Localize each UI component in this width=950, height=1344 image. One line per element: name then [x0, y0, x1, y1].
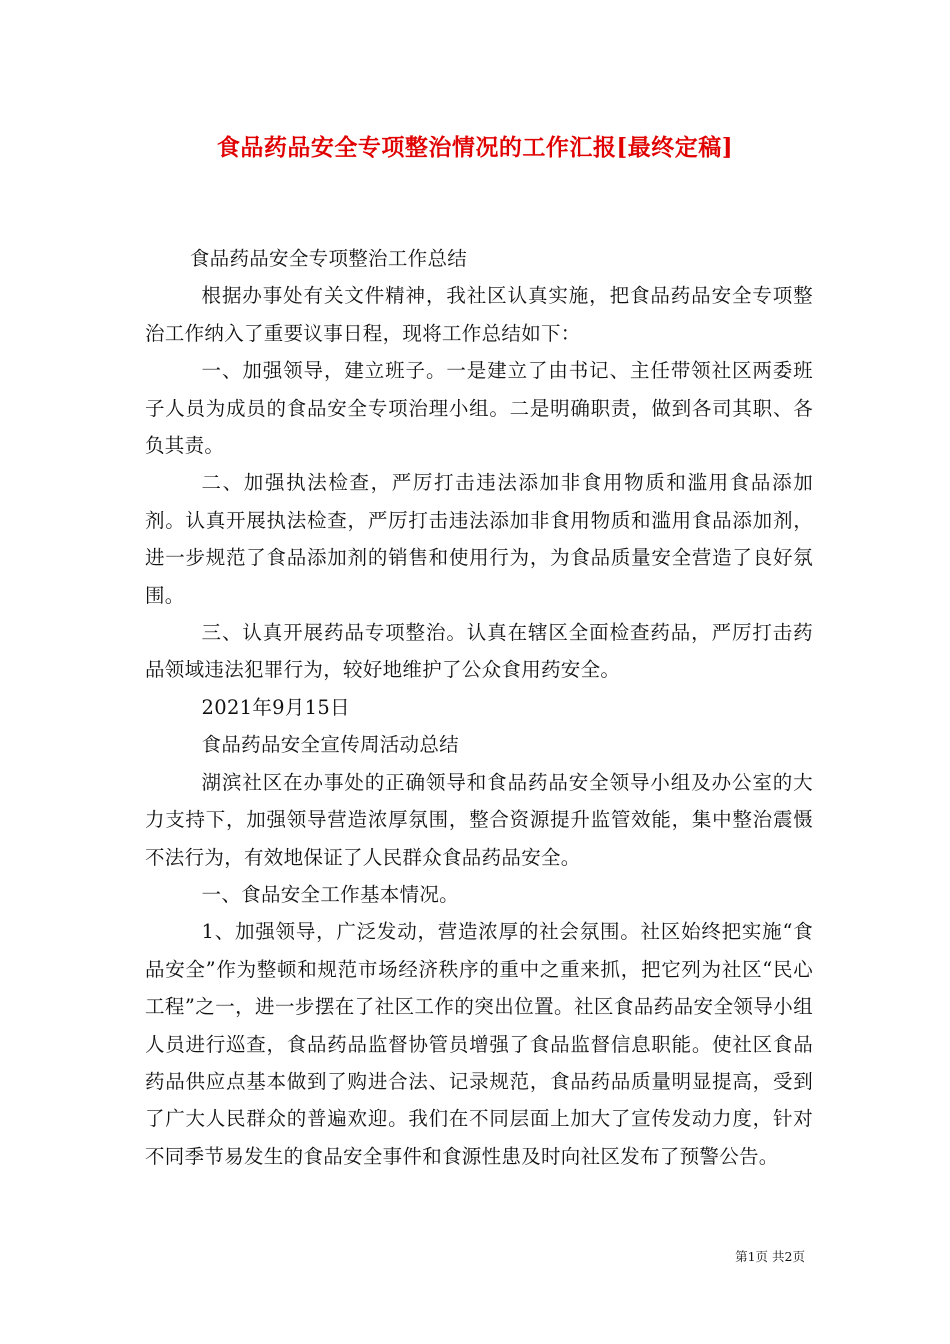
date-line: 2021年9月15日 — [201, 695, 350, 719]
section-heading: 食品药品安全专项整治工作总结 — [189, 247, 468, 270]
page-number-footer: 第1页 共2页 — [735, 1249, 805, 1264]
paragraph: 二、加强执法检查，严厉打击违法添加非食用物质和滥用食品添加剂。认真开展执法检查，严厉打击违法添加非食用物质和滥用食品添加剂，进一步规范了食品添加剂的销售和使用行为，为食品质量安全营造了良好氛围。 — [145, 471, 813, 607]
paragraph: 湖滨社区在办事处的正确领导和食品药品安全领导小组及办公室的大力支持下，加强领导营造浓厚氛围，整合资源提升监管效能，集中整治震慑不法行为，有效地保证了人民群众食品药品安全。 — [145, 770, 813, 869]
paragraph: 一、食品安全工作基本情况。 — [201, 882, 459, 906]
paragraph: 三、认真开展药品专项整治。认真在辖区全面检查药品，严厉打击药品领域违法犯罪行为，较好地维护了公众食用药安全。 — [145, 621, 813, 682]
paragraph: 根据办事处有关文件精神，我社区认真实施，把食品药品安全专项整治工作纳入了重要议事日程，现将工作总结如下： — [145, 284, 813, 345]
paragraph: 一、加强领导，建立班子。一是建立了由书记、主任带领社区两委班子人员为成员的食品安全专项治理小组。二是明确职责，做到各司其职、各负其责。 — [145, 359, 813, 458]
document-title: 食品药品安全专项整治情况的工作汇报[最终定稿] — [216, 134, 734, 161]
document-body — [145, 240, 813, 1175]
section-heading: 食品药品安全宣传周活动总结 — [201, 733, 459, 757]
paragraph: 1、加强领导，广泛发动，营造浓厚的社会氛围。社区始终把实施“食品安全”作为整顿和规范市场经济秩序的重中之重来抓，把它列为社区“民心工程”之一，进一步摆在了社区工作的突出位置。社区食品药品安全领导小组人员进行巡查，食品药品监督协管员增强了食品监督信息职能。使社区食品药品供应点基本做到了购进合法、记录规范，食品药品质量明显提高，受到了广大人民群众的普遍欢迎。我们在不同层面上加大了宣传发动力度，针对不同季节易发生的食品安全事件和食源性患及时向社区发布了预警公告。 — [145, 920, 813, 1168]
